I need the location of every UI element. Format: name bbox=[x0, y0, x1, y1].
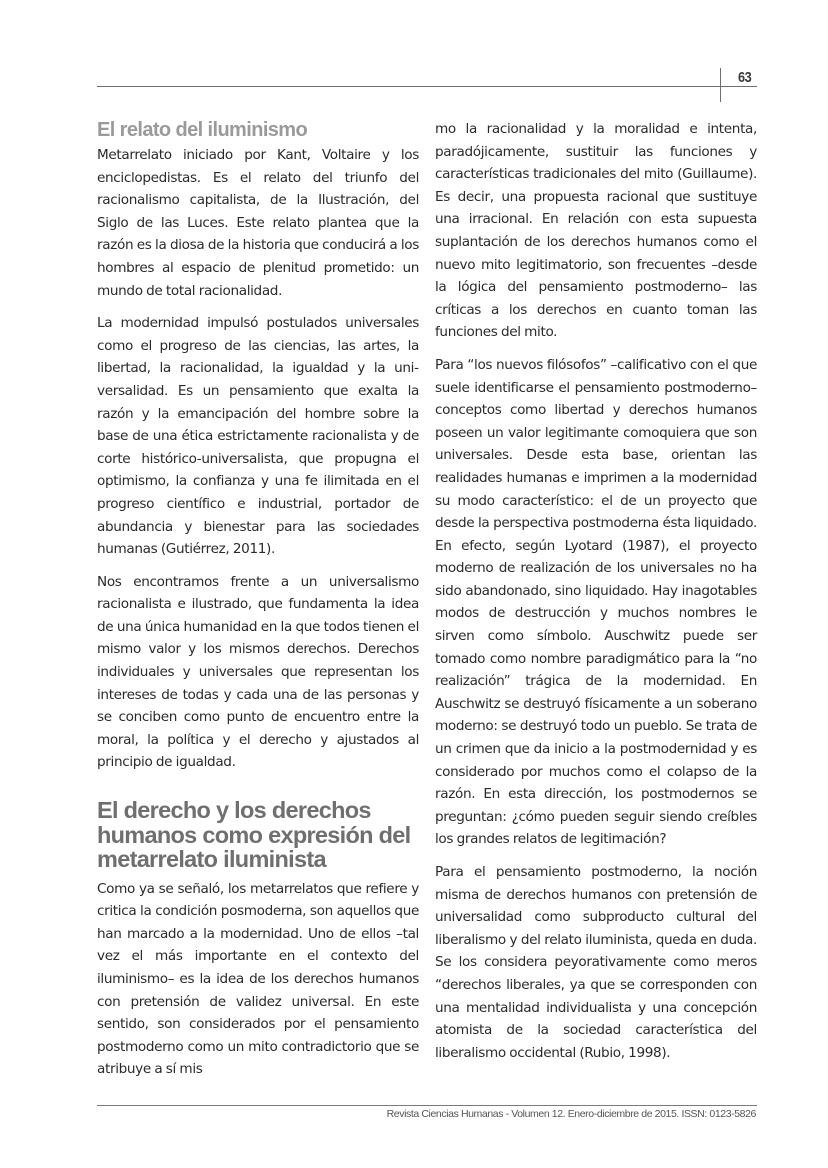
page-number: 63 bbox=[738, 69, 752, 86]
section-heading-relato-iluminismo: El relato del iluminismo bbox=[97, 119, 308, 141]
paragraph: Nos encontramos frente a un universalismo racionalista e ilustrado, que fundamenta la idea de una única humanidad en la que todos tienen el mismo valor y los mismos derechos. Derechos individuales y universales que representan los intereses de todas y cada una de las personas y se conciben como punto de encuentro entre la moral, la política y el derecho y ajustados al principio de igualdad. bbox=[97, 573, 419, 771]
section-heading-derecho-derechos-humanos: El derecho y los derechos humanos como expresión del metarrelato iluminista bbox=[97, 797, 411, 873]
paragraph: Para el pensamiento postmoderno, la noción misma de derechos humanos con pretensión de universalidad como subproducto cultural del liberalismo y del relato iluminista, queda en duda. Se los considera peyorativamente como meros “derechos liberales, ya que se corresponden con una mentalidad individualista y una concepción atomista de la sociedad característica del liberalismo occidental (Rubio, 1998). bbox=[435, 864, 757, 1061]
footer-citation: Revista Ciencias Humanas - Volumen 12. Enero-diciembre de 2015. ISSN: 0123-5826 bbox=[386, 1108, 756, 1120]
paragraph: Para “los nuevos filósofos” –calificativo con el que suele identificarse el pensamiento postmoderno– conceptos como libertad y derechos humanos poseen un valor legitimante comoquiera que son universales. Desde esta base, orientan las realidades humanas e imprimen a la modernidad su modo característico: el de un proyecto que desde la perspectiva postmoderna ésta liquidado. En efecto, según Lyotard (1987), el proyecto moderno de realización de los universales no ha sido abandonado, sino liquidado. Hay inagotables modos de destrucción y muchos nombres le sirven como símbolo. Auschwitz puede ser tomado como nombre paradigmático para la “no realización” trágica de la modernidad. En Auschwitz se destruyó físicamente a un soberano moderno: se destruyó todo un pueblo. Se trata de un crimen que da inicio a la postmodernidad y es considerado por muchos como el colapso de la razón. En esta dirección, los postmodernos se preguntan: ¿cómo pueden seguir siendo creíbles los grandes relatos de legitimación? bbox=[435, 356, 757, 848]
paragraph: La modernidad impulsó postulados universales como el progreso de las ciencias, las artes, la libertad, la racionalidad, la igualdad y la universalidad. Es un pensamiento que exalta la razón y la emancipación del hombre sobre la base de una ética estrictamente racionalista y de corte histórico-universalista, que propugna el optimismo, la confianza y una fe ilimitada en el progreso científico e industrial, portador de abundancia y bienestar para las sociedades humanas (Gutiérrez, 2011). bbox=[97, 315, 419, 558]
paragraph: Como ya se señaló, los metarrelatos que refiere y critica la condición posmoderna, son aquellos que han marcado a la modernidad. Uno de ellos –tal vez el más importante en el contexto del iluminismo– es la idea de los derechos humanos con pretensión de validez universal. En este sentido, son considerados por el pensamiento postmoderno como un mito contradictorio que se atribuye a sí mis bbox=[97, 880, 419, 1078]
left-column bbox=[97, 118, 419, 1091]
header-rule bbox=[97, 86, 757, 87]
footer-rule bbox=[97, 1105, 757, 1106]
header-divider-tick bbox=[720, 68, 721, 102]
right-column bbox=[435, 118, 757, 1074]
paragraph: mo la racionalidad y la moralidad e intenta, paradójicamente, sustituir las funciones y características tradicionales del mito (Guillaume). Es decir, una propuesta racional que sustituye una irracional. En relación con esta supuesta suplantación de los derechos humanos como el nuevo mito legitimatorio, son frecuentes –desde la lógica del pensamiento postmoderno– las críticas a los derechos en cuanto toman las funciones del mito. bbox=[435, 121, 757, 341]
paragraph: Metarrelato iniciado por Kant, Voltaire y los enciclopedistas. Es el relato del triunfo del racionalismo capitalista, de la Ilustración, del Siglo de las Luces. Este relato plantea que la razón es la diosa de la historia que conducirá a los hombres al espacio de plenitud prometido: un mundo de total racionalidad. bbox=[97, 147, 419, 299]
